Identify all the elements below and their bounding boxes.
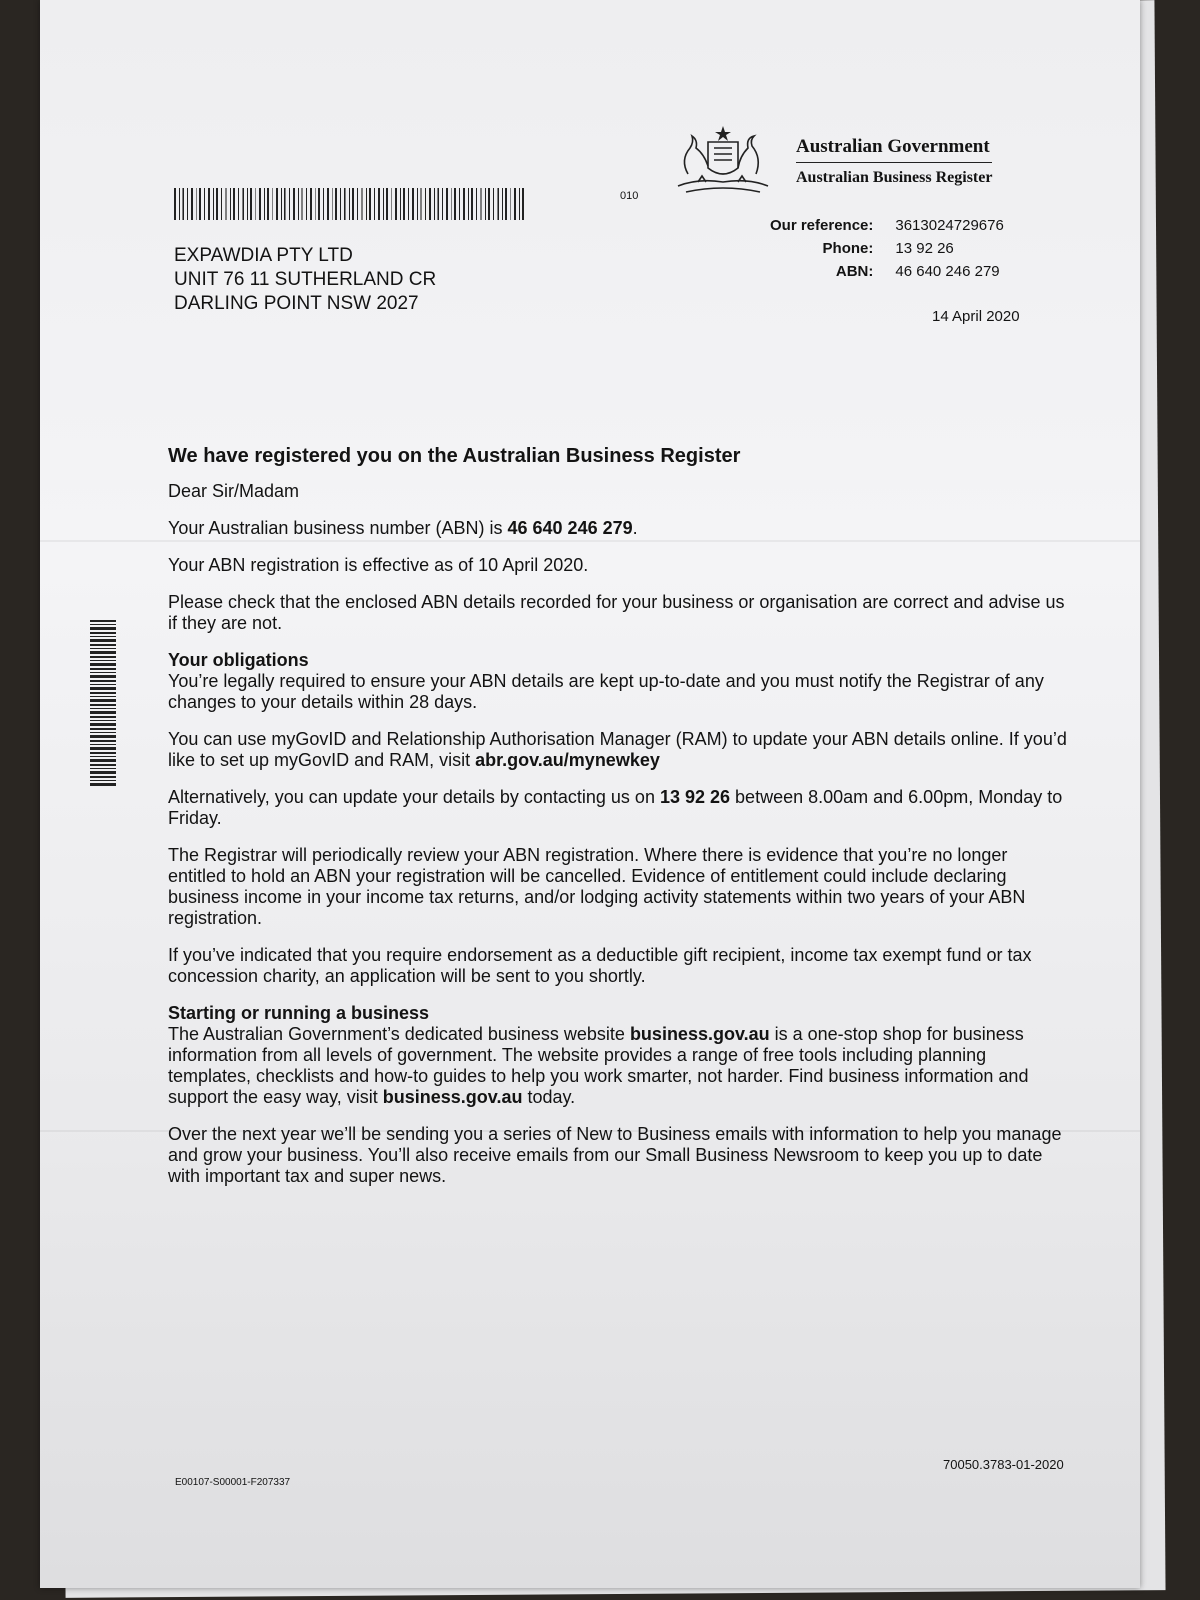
- mygovid-text: You can use myGovID and Relationship Authorisation Manager (RAM) to update your ABN details online. If you’d like to set up myGovID and RAM, visit: [168, 729, 1067, 770]
- abn-sentence-suffix: .: [632, 518, 638, 538]
- abn-number: 46 640 246 279: [507, 518, 633, 538]
- reference-row: [770, 214, 1004, 237]
- business-section: [168, 1003, 1068, 1108]
- business-text-3: today.: [522, 1087, 576, 1107]
- emails-paragraph: Over the next year we’ll be sending you a series of New to Business emails with information to help you manage and grow your business. You’ll also receive emails from our Small Business Newsroom to keep you up to date with important tax and super news.: [168, 1124, 1062, 1186]
- letter-body: [168, 446, 1068, 1203]
- business-text-1: The Australian Government’s dedicated business website: [168, 1024, 630, 1044]
- reference-details: [770, 214, 1004, 283]
- review-paragraph: The Registrar will periodically review your ABN registration. Where there is evidence that you’re no longer entitled to hold an ABN your registration will be cancelled. Evidence of entitlement could include declaring business income in your income tax returns, and/or lodging activity statements within two years of your ABN registration.: [168, 845, 1026, 928]
- abn-sentence-prefix: Your Australian business number (ABN) is: [168, 518, 508, 538]
- obligations-title: Your obligations: [168, 650, 309, 670]
- letter-page: [40, 0, 1140, 1588]
- reference-label: Our reference:: [770, 217, 874, 234]
- contact-phone: 13 92 26: [659, 787, 731, 807]
- abn-row: [770, 260, 1004, 283]
- government-title: Australian Government: [796, 136, 992, 163]
- salutation: Dear Sir/Madam: [168, 481, 300, 501]
- abn-paragraph: [168, 518, 1068, 539]
- coat-of-arms-icon: [668, 124, 778, 200]
- phone-row: [770, 237, 1004, 260]
- address-line-1: UNIT 76 11 SUTHERLAND CR: [174, 269, 437, 290]
- effective-date-paragraph: Your ABN registration is effective as of 10 April 2020.: [168, 555, 589, 575]
- reference-value: 3613024729676: [895, 217, 1004, 234]
- agency-name: Australian Business Register: [796, 169, 993, 186]
- check-details-paragraph: Please check that the enclosed ABN details recorded for your business or organisation are correct and advise us if they are not.: [168, 592, 1065, 633]
- mygovid-paragraph: [168, 729, 1068, 771]
- letter-date: 14 April 2020: [932, 308, 1020, 325]
- side-barcode: [90, 620, 116, 788]
- obligations-section: [168, 650, 1068, 713]
- contact-suffix: between 8.00am and 6.00pm, Monday to Friday.: [168, 787, 1063, 828]
- phone-value: 13 92 26: [895, 240, 954, 257]
- business-gov-link-2: business.gov.au: [382, 1087, 523, 1107]
- recipient-name: EXPAWDIA PTY LTD: [174, 245, 353, 266]
- mynewkey-link: abr.gov.au/mynewkey: [475, 750, 660, 770]
- obligations-text: You’re legally required to ensure your ABN details are kept up-to-date and you must notify the Registrar of any changes to your details within 28 days.: [168, 671, 1044, 712]
- recipient-address: [174, 244, 436, 316]
- business-gov-link: business.gov.au: [629, 1024, 770, 1044]
- document-code-right: 70050.3783-01-2020: [943, 1457, 1064, 1472]
- dgr-paragraph: If you’ve indicated that you require endorsement as a deductible gift recipient, income tax exempt fund or tax concession charity, an application will be sent to you shortly.: [168, 945, 1032, 986]
- abn-label: ABN:: [835, 263, 874, 280]
- government-logo-text: [796, 136, 992, 187]
- business-title: Starting or running a business: [168, 1003, 430, 1023]
- contact-paragraph: [168, 787, 1068, 829]
- postal-barcode: [174, 188, 524, 220]
- barcode-number: 010: [620, 190, 639, 202]
- letter-heading: We have registered you on the Australian Business Register: [168, 445, 741, 467]
- contact-prefix: Alternatively, you can update your details by contacting us on: [168, 787, 660, 807]
- phone-label: Phone:: [822, 240, 874, 257]
- business-text-2: is a one-stop shop for business information from all levels of government. The website provides a range of free tools including planning templates, checklists and how-to guides to help you work smarter, not harder. Find business information and support the easy way, visit: [168, 1024, 1029, 1107]
- address-line-2: DARLING POINT NSW 2027: [174, 293, 419, 314]
- abn-value: 46 640 246 279: [895, 263, 1000, 280]
- document-code-left: E00107-S00001-F207337: [175, 1477, 291, 1488]
